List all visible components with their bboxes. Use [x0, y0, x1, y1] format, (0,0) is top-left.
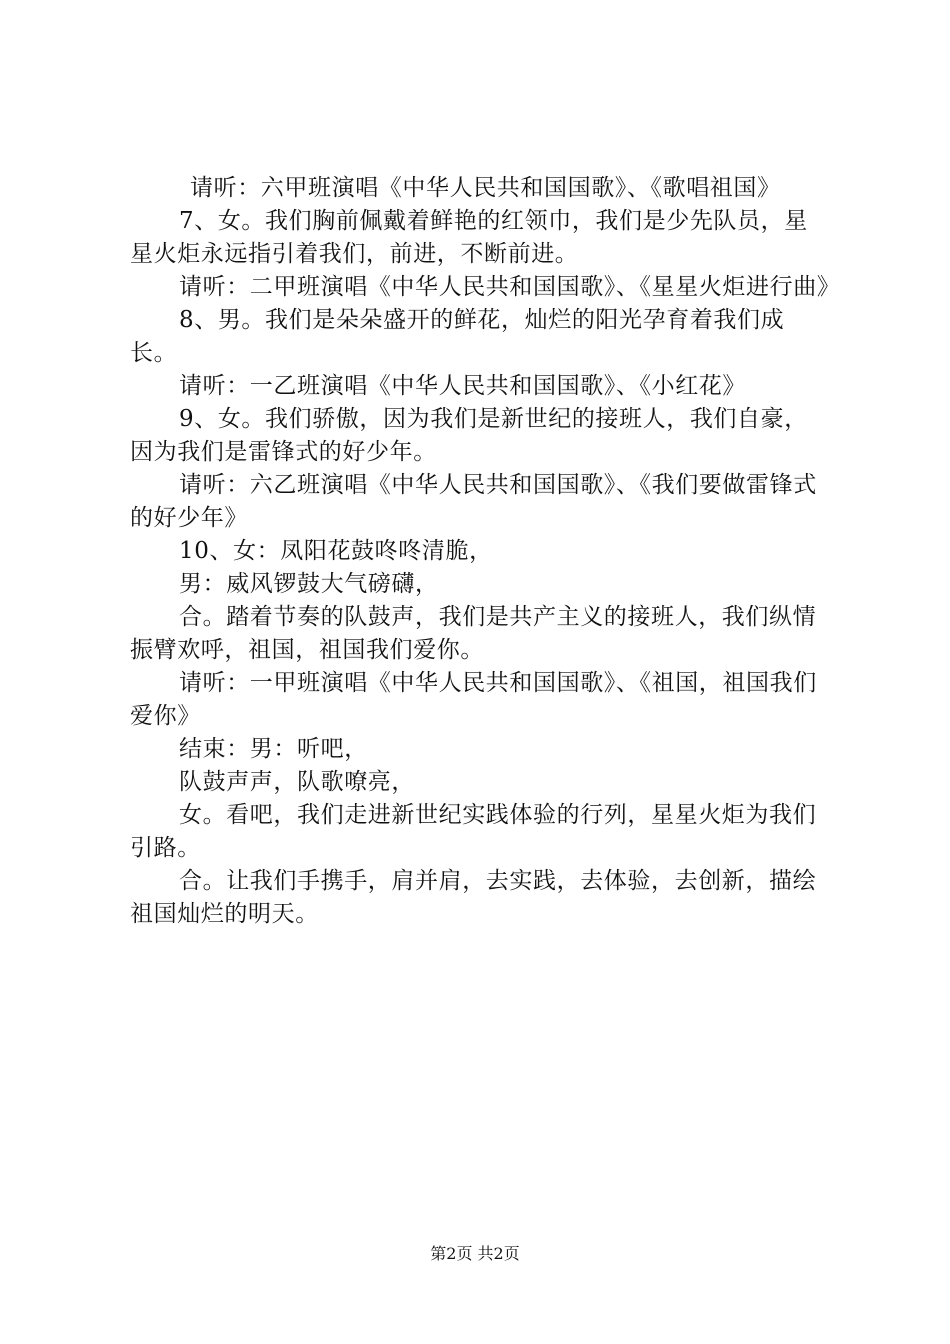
paragraph-10: 合。踏着节奏的队鼓声，我们是共产主义的接班人，我们纵情振臂欢呼，祖国，祖国我们爱你。 — [130, 604, 817, 663]
page-number-label: 第2页 共2页 — [430, 1244, 520, 1263]
paragraph-9: 男：威风锣鼓大气磅礴， — [179, 571, 439, 597]
paragraph-4: 8、男。我们是朵朵盛开的鲜花，灿烂的阳光孕育着我们成长。 — [130, 307, 785, 366]
paragraph-1: 请听：六甲班演唱《中华人民共和国国歌》、《歌唱祖国》 — [190, 175, 781, 201]
page-footer — [0, 1242, 950, 1266]
paragraph-15: 合。让我们手携手，肩并肩，去实践，去体验，去创新，描绘祖国灿烂的明天。 — [130, 868, 817, 927]
paragraph-6: 9、女。我们骄傲，因为我们是新世纪的接班人，我们自豪，因为我们是雷锋式的好少年。 — [130, 406, 808, 465]
paragraph-14: 女。看吧，我们走进新世纪实践体验的行列，星星火炬为我们引路。 — [130, 802, 817, 861]
paragraph-13: 队鼓声声，队歌嘹亮， — [179, 769, 415, 795]
paragraph-12: 结束：男：听吧， — [179, 736, 368, 762]
paragraph-7: 请听：六乙班演唱《中华人民共和国国歌》、《我们要做雷锋式的好少年》 — [130, 472, 817, 531]
paragraph-11: 请听：一甲班演唱《中华人民共和国国歌》、《祖国，祖国我们爱你》 — [130, 670, 817, 729]
paragraph-5: 请听：一乙班演唱《中华人民共和国国歌》、《小红花》 — [179, 373, 746, 399]
paragraph-3: 请听：二甲班演唱《中华人民共和国国歌》、《星星火炬进行曲》 — [179, 274, 841, 300]
paragraph-8: 10、女：凤阳花鼓咚咚清脆， — [179, 538, 493, 564]
document-body — [130, 172, 841, 931]
paragraph-2: 7、女。我们胸前佩戴着鲜艳的红领巾，我们是少先队员，星星火炬永远指引着我们，前进，不断前进。 — [130, 208, 808, 267]
